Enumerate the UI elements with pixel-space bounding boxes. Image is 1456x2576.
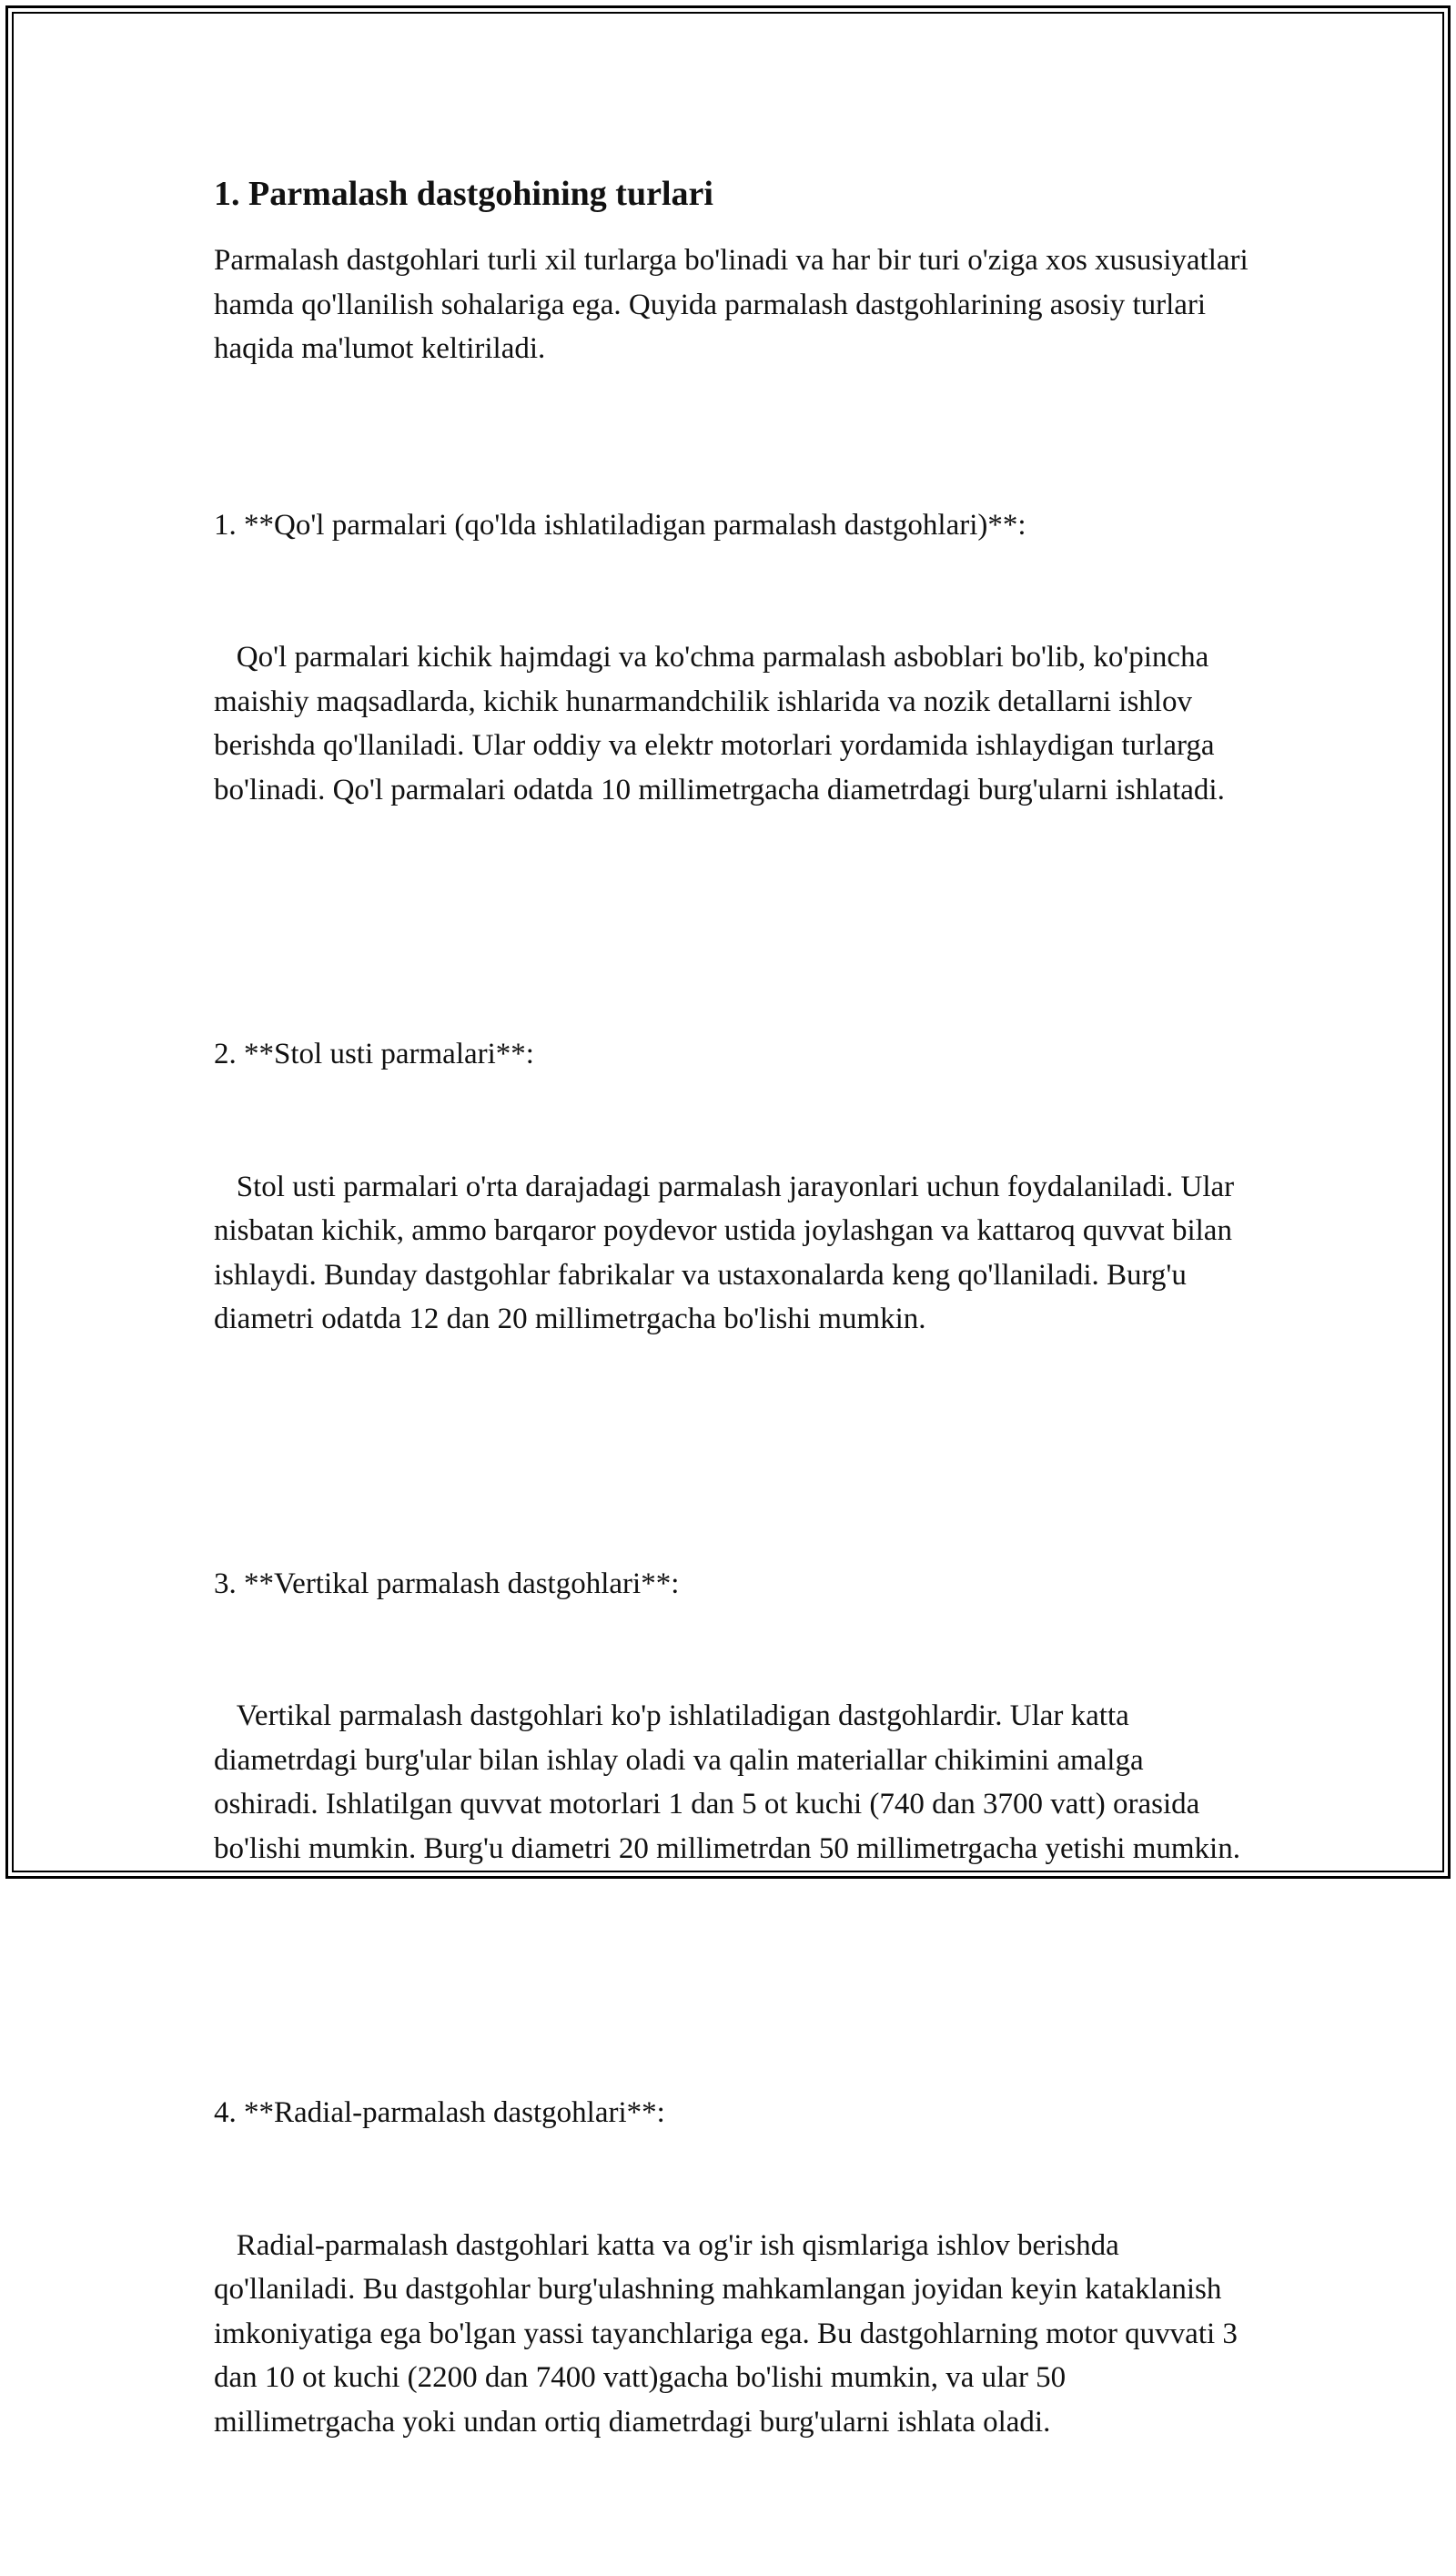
list-item-heading: 2. **Stol usti parmalari**: (214, 1038, 534, 1070)
list-item-body: Stol usti parmalari o'rta darajadagi parmalash jarayonlari uchun foydalaniladi. Ular nisbatan kichik, ammo barqaror poydevor ustida joylashgan va kattaroq quvvat bilan ishlaydi. Bunday dastgohlar fabrikalar va ustaxonalarda keng qo'llaniladi. Burg'u diametri odatda 12 dan 20 millimetrgacha bo'lishi mumkin. (214, 1170, 1242, 1335)
list-item (214, 2003, 1251, 2532)
intro-paragraph: Parmalash dastgohlari turli xil turlarga bo'linadi va har bir turi o'ziga xos xususiyatlari hamda qo'llanilish sohalariga ega. Quyida parmalash dastgohlarining asosiy turlari haqida ma'lumot keltiriladi. (214, 244, 1256, 365)
document-body (214, 173, 1256, 2576)
list-item (214, 944, 1251, 1430)
list-item-body: Vertikal parmalash dastgohlari ko'p ishlatiladigan dastgohlardir. Ular katta diametrdagi burg'ular bilan ishlay oladi va qalin materiallar chikimini amalga oshiradi. Ishlatilgan quvvat motorlari 1 dan 5 ot kuchi (740 dan 3700 vatt) orasida bo'lishi mumkin. Burg'u diametri 20 millimetrdan 50 millimetrgacha yetishi mumkin. (214, 1699, 1240, 1865)
section-title: 1. Parmalash dastgohining turlari (214, 175, 713, 213)
list-item (214, 1474, 1251, 1960)
list-item-heading: 4. **Radial-parmalash dastgohlari**: (214, 2096, 665, 2129)
list-item (214, 415, 1251, 901)
list-item-body: Radial-parmalash dastgohlari katta va og'ir ish qismlariga ishlov berishda qo'llaniladi. Bu dastgohlar burg'ulashning mahkamlangan joyidan keyin kataklanish imkoniyatiga ega bo'lgan yassi tayanchlariga ega. Bu dastgohlarning motor quvvati 3 dan 10 ot kuchi (2200 dan 7400 vatt)gacha bo'lishi mumkin, va ular 50 millimetrgacha yoki undan ortiq diametrdagi burg'ularni ishlata oladi. (214, 2228, 1246, 2439)
list-item-heading: 3. **Vertikal parmalash dastgohlari**: (214, 1567, 680, 1600)
list-item-heading: 1. **Qo'l parmalari (qo'lda ishlatiladigan parmalash dastgohlari)**: (214, 508, 1026, 542)
list-item-body: Qo'l parmalari kichik hajmdagi va ko'chma parmalash asboblari bo'lib, ko'pincha maishiy maqsadlarda, kichik hunarmandchilik ishlarida va nozik detallarni ishlov berishda qo'llaniladi. Ular oddiy va elektr motorlari yordamida ishlaydigan turlarga bo'linadi. Qo'l parmalari odatda 10 millimetrgacha diametrdagi burg'ularni ishlatadi. (214, 641, 1225, 806)
